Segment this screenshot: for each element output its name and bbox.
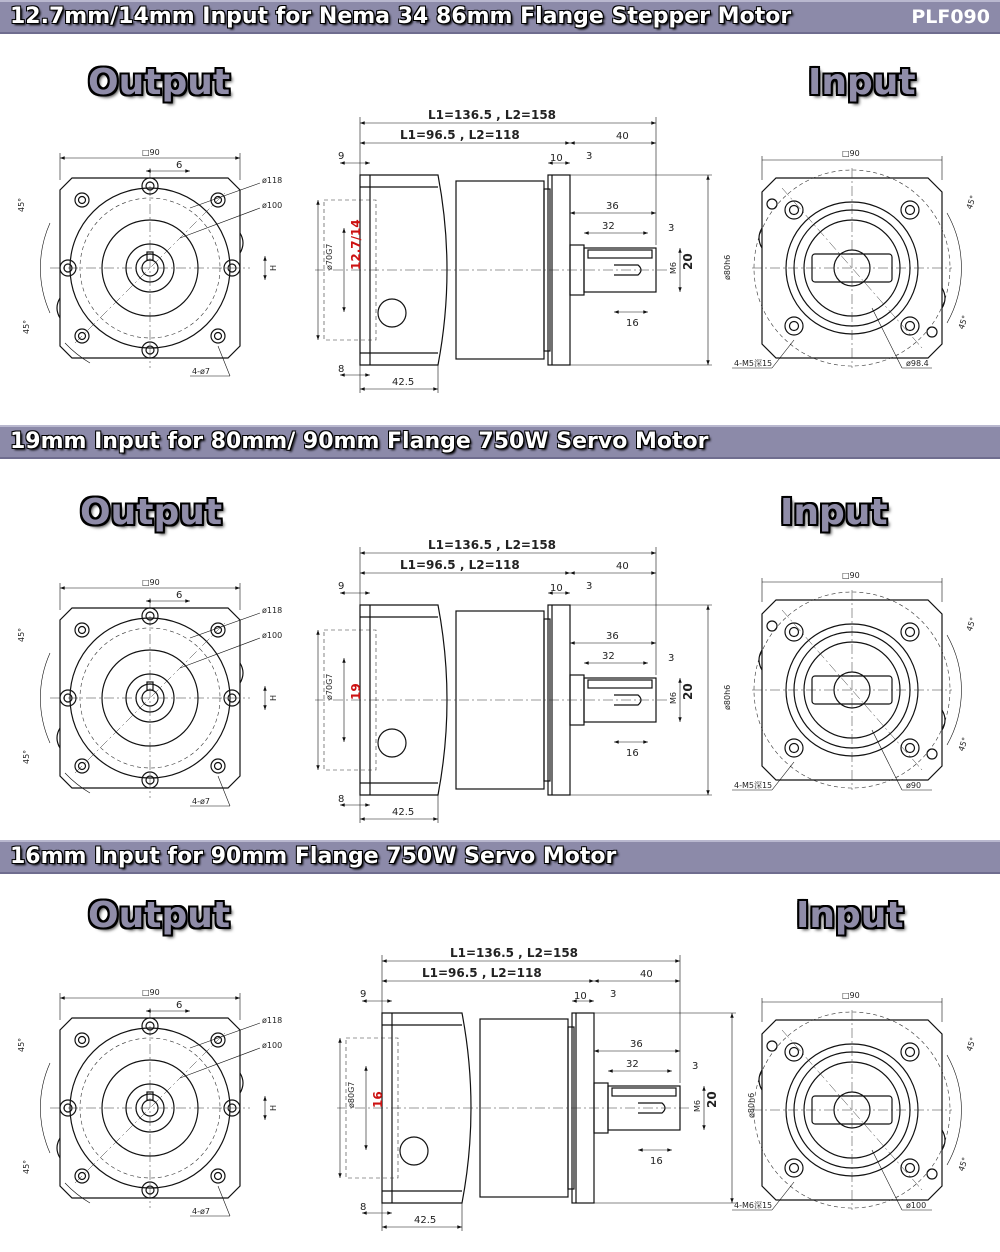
input-bolt-hole-inner: [906, 744, 915, 753]
angle-arc: [40, 653, 50, 743]
input-bolt-hole: [901, 1043, 919, 1061]
dim-d1: ø118: [262, 1016, 283, 1025]
dim-l-body: L1=96.5 , L2=118: [422, 966, 542, 980]
input-tap-hole: [927, 749, 937, 759]
dim-angle: 45°: [964, 1036, 979, 1053]
mount-hole-inner: [79, 627, 86, 634]
dim-l-body: L1=96.5 , L2=118: [400, 558, 520, 572]
input-bolt-hole-inner: [790, 744, 799, 753]
input-bolt-hole-inner: [790, 1048, 799, 1057]
dim-9: 9: [360, 989, 367, 1000]
dim-8: 8: [338, 794, 345, 805]
dim-3a: 3: [586, 151, 593, 162]
dim-9: 9: [338, 151, 345, 162]
dim-16: 16: [626, 748, 639, 759]
dim-10: 10: [550, 153, 563, 164]
dim-angle: 45°: [22, 749, 31, 764]
input-bolt-hole-inner: [906, 206, 915, 215]
dim-square: □90: [842, 571, 860, 580]
angle-arc: [65, 773, 90, 793]
output-view-drawing: [17, 148, 282, 376]
dim-holes: 4-M6深15: [734, 1201, 773, 1210]
dim-pcd: ø98.4: [906, 359, 929, 368]
dim-l-total: L1=136.5 , L2=158: [450, 946, 579, 960]
dim-bore-label: ø70G7: [325, 243, 334, 270]
input-bolt-hole: [785, 623, 803, 641]
dim-square: □90: [842, 149, 860, 158]
mount-hole-inner: [79, 1037, 86, 1044]
dim-holes: 4-ø7: [192, 367, 210, 376]
dim-holes: 4-ø7: [192, 1207, 210, 1216]
dim-3b: 3: [692, 1061, 699, 1072]
input-tap-hole: [767, 199, 777, 209]
angle-arc: [65, 343, 90, 363]
input-bolt-hole: [785, 201, 803, 219]
input-bolt-hole: [785, 739, 803, 757]
mount-hole: [211, 759, 225, 773]
input-view-label: Input: [808, 62, 916, 103]
dim-bore-label: ø80G7: [347, 1081, 356, 1108]
dim-20: 20: [681, 253, 695, 270]
mount-hole-inner: [215, 1173, 222, 1180]
input-bolt-hole-inner: [906, 322, 915, 331]
dim-square: □90: [842, 991, 860, 1000]
dim-10: 10: [550, 583, 563, 594]
input-bolt-hole-inner: [790, 1164, 799, 1173]
dim-angle: 45°: [17, 197, 26, 212]
dim-holes: 4-M5深15: [734, 359, 773, 368]
input-bolt-hole: [901, 317, 919, 335]
access-hole: [378, 299, 406, 327]
dim-9: 9: [338, 581, 345, 592]
output-view-label: Output: [88, 62, 231, 103]
dim-angle: 45°: [964, 616, 979, 633]
dim-42-5: 42.5: [392, 807, 415, 818]
side-view-drawing: [337, 946, 756, 1231]
dim-d2: ø100: [262, 631, 283, 640]
dim-3b: 3: [668, 223, 675, 234]
angle-arc: [40, 223, 50, 313]
shaft-key: [588, 680, 652, 688]
dim-8: 8: [360, 1202, 367, 1213]
dim-holes: 4-M5深15: [734, 781, 773, 790]
mount-hole-inner: [215, 763, 222, 770]
input-tap-hole: [767, 1041, 777, 1051]
input-bolt-hole-inner: [906, 1048, 915, 1057]
dim-3b: 3: [668, 653, 675, 664]
angle-arc: [40, 1063, 50, 1153]
dim-square: □90: [142, 578, 160, 587]
dim-36: 36: [630, 1039, 643, 1050]
mount-hole: [211, 1169, 225, 1183]
dim-3a: 3: [586, 581, 593, 592]
dim-42-5: 42.5: [414, 1215, 437, 1226]
dim-square: □90: [142, 988, 160, 997]
dim-10: 10: [574, 991, 587, 1002]
section-title: 16mm Input for 90mm Flange 750W Servo Motor: [10, 844, 617, 869]
input-bolt-hole-inner: [906, 628, 915, 637]
dim-80: ø80h6: [723, 254, 732, 280]
dim-32: 32: [602, 651, 615, 662]
mount-hole: [75, 623, 89, 637]
input-tap-hole: [767, 621, 777, 631]
dim-16: 16: [650, 1156, 663, 1167]
dim-40: 40: [640, 969, 653, 980]
dim-8: 8: [338, 364, 345, 375]
dim-36: 36: [606, 631, 619, 642]
input-bolt-hole: [901, 739, 919, 757]
output-view-label: Output: [80, 492, 223, 533]
mount-hole: [75, 1033, 89, 1047]
output-view-drawing: [17, 578, 282, 806]
input-bolt-hole-inner: [790, 628, 799, 637]
dim-angle: 45°: [22, 1159, 31, 1174]
dim-80: ø80h6: [723, 684, 732, 710]
input-bolt-hole: [785, 1043, 803, 1061]
dim-40: 40: [616, 131, 629, 142]
dim-angle: 45°: [17, 1037, 26, 1052]
dim-square: □90: [142, 148, 160, 157]
dim-l-total: L1=136.5 , L2=158: [428, 538, 557, 552]
dim-20: 20: [681, 683, 695, 700]
dim-m6: M6: [669, 262, 678, 274]
dim-32: 32: [626, 1059, 639, 1070]
input-view-label: Input: [796, 895, 904, 936]
model-code: PLF090: [911, 6, 990, 28]
dim-angle: 45°: [956, 314, 971, 331]
mount-hole: [75, 193, 89, 207]
dim-l-total: L1=136.5 , L2=158: [428, 108, 557, 122]
dim-angle: 45°: [964, 194, 979, 211]
dim-l-body: L1=96.5 , L2=118: [400, 128, 520, 142]
input-bolt-hole: [785, 1159, 803, 1177]
angle-arc: [65, 1183, 90, 1203]
shaft-key: [612, 1088, 676, 1096]
dim-bore-label: ø70G7: [325, 673, 334, 700]
dim-angle: 45°: [956, 1156, 971, 1173]
dim-m6: M6: [693, 1100, 702, 1112]
dim-42-5: 42.5: [392, 377, 415, 388]
dim-16: 16: [626, 318, 639, 329]
input-bolt-hole: [901, 201, 919, 219]
input-view-drawing: [732, 571, 978, 790]
dim-36: 36: [606, 201, 619, 212]
dim-h: H: [269, 694, 278, 701]
input-view-label: Input: [780, 492, 888, 533]
input-bolt-hole-inner: [906, 1164, 915, 1173]
dim-d2: ø100: [262, 1041, 283, 1050]
dim-3a: 3: [610, 989, 617, 1000]
dim-bore: 16: [371, 1091, 385, 1108]
dim-holes: 4-ø7: [192, 797, 210, 806]
mount-hole-inner: [215, 333, 222, 340]
dim-angle: 45°: [956, 736, 971, 753]
dim-32: 32: [602, 221, 615, 232]
dim-angle: 45°: [17, 627, 26, 642]
access-hole: [400, 1137, 428, 1165]
output-view-drawing: [17, 988, 282, 1216]
input-bolt-hole-inner: [790, 206, 799, 215]
dim-d1: ø118: [262, 606, 283, 615]
input-tap-hole: [927, 1169, 937, 1179]
side-view-drawing: [315, 108, 732, 393]
input-bolt-hole: [785, 317, 803, 335]
side-view-drawing: [315, 538, 732, 823]
dim-bore: 19: [349, 683, 363, 700]
dim-pcd: ø90: [906, 781, 922, 790]
input-bolt-hole: [901, 623, 919, 641]
angle-arc: [947, 1055, 961, 1165]
mount-hole-inner: [79, 197, 86, 204]
input-view-drawing: [732, 149, 978, 368]
dim-40: 40: [616, 561, 629, 572]
dim-key: 6: [176, 160, 183, 171]
input-tap-hole: [927, 327, 937, 337]
dim-m6: M6: [669, 692, 678, 704]
dim-h: H: [269, 264, 278, 271]
dim-d1: ø118: [262, 176, 283, 185]
input-bolt-hole: [901, 1159, 919, 1177]
dim-d2: ø100: [262, 201, 283, 210]
mount-hole: [211, 329, 225, 343]
dim-pcd: ø100: [906, 1201, 927, 1210]
dim-20: 20: [705, 1091, 719, 1108]
dim-bore: 12.7/14: [349, 219, 363, 270]
input-bolt-hole-inner: [790, 322, 799, 331]
access-hole: [378, 729, 406, 757]
angle-arc: [947, 213, 961, 323]
section-title: 12.7mm/14mm Input for Nema 34 86mm Flange Stepper Motor: [10, 4, 792, 29]
section-title: 19mm Input for 80mm/ 90mm Flange 750W Servo Motor: [10, 429, 709, 454]
dim-key: 6: [176, 1000, 183, 1011]
dim-key: 6: [176, 590, 183, 601]
dim-angle: 45°: [22, 319, 31, 334]
dim-h: H: [269, 1104, 278, 1111]
shaft-key: [588, 250, 652, 258]
angle-arc: [947, 635, 961, 745]
input-view-drawing: [732, 991, 978, 1210]
dim-80: ø80h6: [747, 1092, 756, 1118]
output-view-label: Output: [88, 895, 231, 936]
